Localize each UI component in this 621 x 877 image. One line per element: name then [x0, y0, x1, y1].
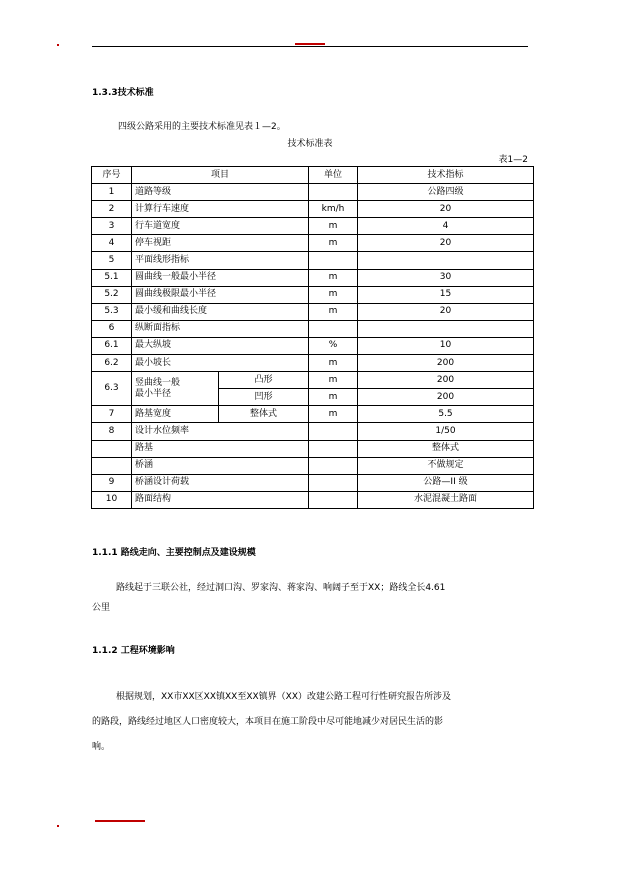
row-value: 1/50 — [358, 423, 534, 440]
row-unit: m — [309, 406, 358, 423]
row-item: 最大纵坡 — [132, 337, 309, 354]
route-paragraph-line: 公里 — [92, 603, 111, 613]
row-no: 2 — [92, 201, 132, 218]
footer-mark — [95, 820, 145, 822]
table-row — [92, 252, 534, 269]
row-item: 桥涵 — [132, 457, 309, 474]
table-row — [92, 491, 534, 508]
row-no: 10 — [92, 491, 132, 508]
intro-paragraph: 四级公路采用的主要技术标准见表１—2。 — [118, 122, 286, 132]
row-unit: m — [309, 286, 358, 303]
table-row — [92, 474, 534, 491]
row-item: 纵断面指标 — [132, 320, 309, 337]
row-value: 200 — [358, 355, 534, 372]
row-no: 6.3 — [92, 372, 132, 406]
row-no — [92, 457, 132, 474]
row-value — [358, 252, 534, 269]
header-rule — [92, 46, 528, 47]
row-unit: m — [309, 372, 358, 389]
row-item: 最小缓和曲线长度 — [132, 303, 309, 320]
row-no — [92, 440, 132, 457]
row-value: 20 — [358, 201, 534, 218]
row-item: 道路等级 — [132, 184, 309, 201]
impact-paragraph-line: 根据规划，XX市XX区XX镇XX至XX镇界（XX）改建公路工程可行性研究报告所涉及 — [116, 692, 451, 702]
row-no: 9 — [92, 474, 132, 491]
table-row — [92, 406, 534, 423]
section-heading-1-1-1: 1.1.1 路线走向、主要控制点及建设规模 — [92, 548, 256, 558]
header-value: 技术指标 — [358, 167, 534, 184]
row-unit — [309, 320, 358, 337]
row-value: 5.5 — [358, 406, 534, 423]
row-unit: m — [309, 235, 358, 252]
row-item: 最小坡长 — [132, 355, 309, 372]
row-no: 5.1 — [92, 269, 132, 286]
row-unit — [309, 252, 358, 269]
row-value: 公路四级 — [358, 184, 534, 201]
row-value: 15 — [358, 286, 534, 303]
row-value: 20 — [358, 235, 534, 252]
row-value: 不做规定 — [358, 457, 534, 474]
edge-mark — [57, 44, 59, 46]
row-item-line: 竖曲线一般 — [135, 377, 181, 388]
row-item: 计算行车速度 — [132, 201, 309, 218]
row-value: 200 — [358, 372, 534, 389]
row-item: 路基宽度 — [132, 406, 219, 423]
impact-paragraph-line: 响。 — [92, 742, 111, 752]
row-item: 圆曲线一般最小半径 — [132, 269, 309, 286]
row-value: 30 — [358, 269, 534, 286]
row-subitem: 整体式 — [219, 406, 309, 423]
row-unit: m — [309, 355, 358, 372]
row-value — [358, 320, 534, 337]
row-unit — [309, 440, 358, 457]
section-heading-1-1-2: 1.1.2 工程环境影响 — [92, 646, 175, 656]
row-item: 行车道宽度 — [132, 218, 309, 235]
row-unit: m — [309, 269, 358, 286]
row-item: 设计水位频率 — [132, 423, 309, 440]
header-mark — [295, 43, 325, 45]
table-row — [92, 457, 534, 474]
row-value: 20 — [358, 303, 534, 320]
row-subitem: 凹形 — [219, 389, 309, 406]
table-row — [92, 303, 534, 320]
row-no: 6.2 — [92, 355, 132, 372]
edge-mark — [57, 825, 59, 827]
row-no: 4 — [92, 235, 132, 252]
table-row — [92, 320, 534, 337]
row-value: 200 — [358, 389, 534, 406]
row-no: 3 — [92, 218, 132, 235]
table-row — [92, 337, 534, 354]
row-no: 6 — [92, 320, 132, 337]
table-row — [92, 440, 534, 457]
table-row — [92, 355, 534, 372]
row-subitem: 凸形 — [219, 372, 309, 389]
row-unit: m — [309, 389, 358, 406]
table-row — [92, 184, 534, 201]
row-item: 圆曲线极限最小半径 — [132, 286, 309, 303]
table-row — [92, 423, 534, 440]
row-no: 8 — [92, 423, 132, 440]
row-no: 5.2 — [92, 286, 132, 303]
table-row — [92, 201, 534, 218]
impact-paragraph-line: 的路段，路线经过地区人口密度较大，本项目在施工阶段中尽可能地减少对居民生活的影 — [92, 717, 444, 727]
row-unit: % — [309, 337, 358, 354]
row-unit — [309, 457, 358, 474]
route-paragraph-line: 路线起于三联公社，经过洞口沟、罗家沟、蒋家沟、响阔子至于XX；路线全长4.61 — [116, 583, 446, 593]
row-value: 4 — [358, 218, 534, 235]
row-no: 5.3 — [92, 303, 132, 320]
table-row — [92, 235, 534, 252]
row-item: 停车视距 — [132, 235, 309, 252]
row-unit — [309, 423, 358, 440]
section-heading-1-3-3: 1.3.3技术标准 — [92, 88, 154, 98]
table-row — [92, 218, 534, 235]
table-number: 表1—2 — [498, 155, 528, 165]
table-row — [92, 372, 534, 389]
row-unit — [309, 474, 358, 491]
table-row — [92, 286, 534, 303]
row-no: 7 — [92, 406, 132, 423]
header-unit: 单位 — [309, 167, 358, 184]
header-no: 序号 — [92, 167, 132, 184]
row-unit — [309, 491, 358, 508]
row-item-line: 最小半径 — [135, 388, 172, 399]
row-no: 6.1 — [92, 337, 132, 354]
row-unit — [309, 184, 358, 201]
row-value: 整体式 — [358, 440, 534, 457]
technical-standards-table — [91, 166, 534, 509]
table-header-row — [92, 167, 534, 184]
header-item: 项目 — [132, 167, 309, 184]
row-unit: m — [309, 303, 358, 320]
row-item: 桥涵设计荷载 — [132, 474, 309, 491]
row-unit: km/h — [309, 201, 358, 218]
row-value: 10 — [358, 337, 534, 354]
row-value: 公路—II 级 — [358, 474, 534, 491]
row-item: 路面结构 — [132, 491, 309, 508]
row-item: 路基 — [132, 440, 309, 457]
row-unit: m — [309, 218, 358, 235]
row-value: 水泥混凝土路面 — [358, 491, 534, 508]
row-no: 1 — [92, 184, 132, 201]
table-caption: 技术标准表 — [287, 139, 333, 149]
table-row — [92, 269, 534, 286]
row-item: 平面线形指标 — [132, 252, 309, 269]
row-no: 5 — [92, 252, 132, 269]
row-item — [132, 372, 219, 406]
